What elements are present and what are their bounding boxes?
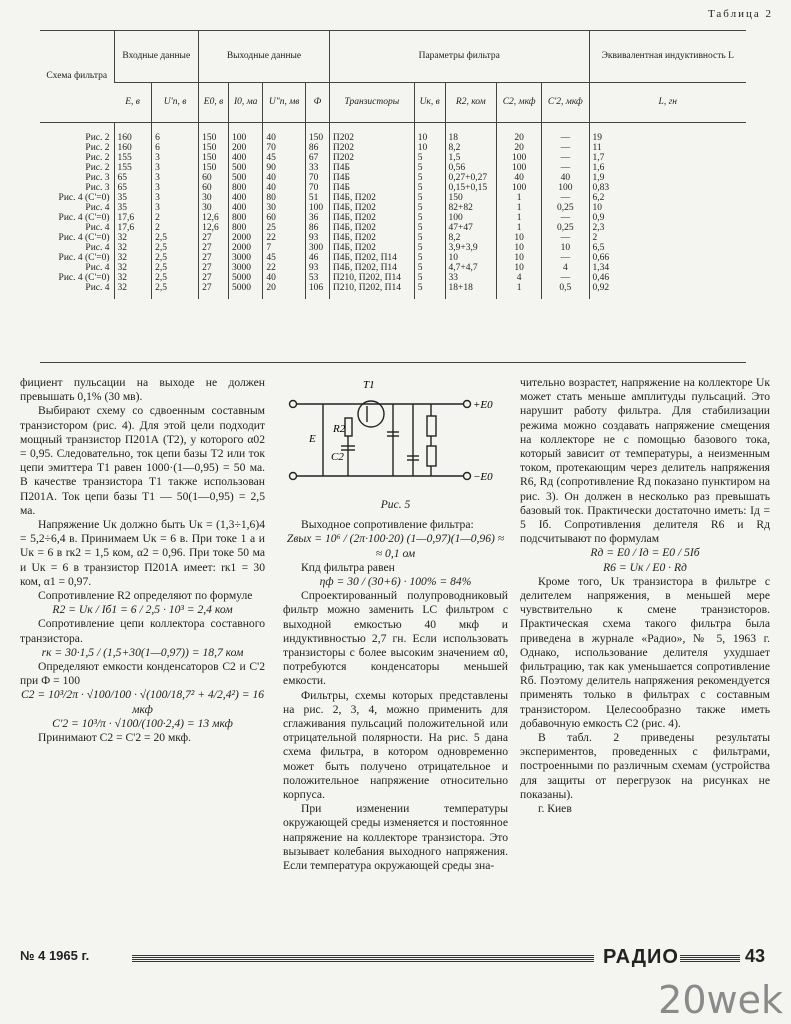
table-cell: 12,6	[199, 223, 229, 233]
table-cell: 6,5	[589, 243, 746, 253]
column-header: U'п, в	[152, 82, 199, 122]
header-params: Параметры фильтра	[329, 30, 589, 82]
paragraph: Сопротивление цепи коллектора составного транзистора.	[20, 617, 265, 645]
table-cell: 150	[445, 193, 497, 203]
table-cell: Рис. 2	[85, 152, 110, 163]
header-input: Входные данные	[114, 30, 199, 82]
table-cell: 400	[228, 153, 262, 163]
table-cell: 0,56	[445, 163, 497, 173]
table-cell: 40	[263, 183, 305, 193]
table-cell: —	[542, 153, 589, 163]
magazine-logo: РАДИО	[603, 946, 679, 968]
footer-rule-right	[680, 954, 740, 962]
table-cell: 150	[199, 122, 229, 143]
table-cell: П4Б, П202	[329, 243, 414, 253]
table-cell: —	[542, 213, 589, 223]
table-cell: 155	[114, 153, 152, 163]
table-cell: Рис. 2	[85, 132, 110, 143]
table-row	[40, 143, 746, 153]
table-cell: 60	[199, 183, 229, 193]
table-cell: 40	[263, 122, 305, 143]
table-cell: 40	[497, 173, 542, 183]
table-cell: 1	[497, 213, 542, 223]
table-cell: 70	[263, 143, 305, 153]
table-cell: 10	[445, 253, 497, 263]
table-cell: Рис. 4 (C'=0)	[58, 252, 110, 263]
table-cell: 1	[497, 203, 542, 213]
table-cell: 86	[305, 223, 329, 233]
table-cell: 2000	[228, 233, 262, 243]
table-cell: 5	[414, 243, 445, 253]
table-cell: Рис. 4 (C'=0)	[58, 192, 110, 203]
formula-r6: R6 = Uк / E0 · Rд	[603, 560, 687, 574]
table-cell: 3000	[228, 263, 262, 273]
table-cell: 35	[114, 203, 152, 213]
table-cell: П4Б, П202	[329, 233, 414, 243]
table-cell: П4Б	[329, 183, 414, 193]
table-cell: 65	[114, 183, 152, 193]
table-cell: 19	[589, 122, 746, 143]
table-cell: —	[542, 193, 589, 203]
table-cell: 5	[414, 233, 445, 243]
table-row	[40, 122, 746, 143]
paragraph: Напряжение Uк должно быть Uк = (1,3÷1,6)4 = 5,2÷6,4 в. Принимаем Uк = 6 в. При токе 1 а и Uк = 6 в rк2 = 1,5 ком, α2 = 0,96. При токе 50 ма и Uк = 6 в транзистор П201А имеет: rк1 = 30 ком, α1 = 0,97.	[20, 518, 265, 588]
table-cell: 27	[199, 263, 229, 273]
table-cell: 0,15+0,15	[445, 183, 497, 193]
table-cell: Рис. 3	[85, 172, 110, 183]
figure-caption: Рис. 5	[380, 498, 411, 511]
table-cell: 0,25	[542, 223, 589, 233]
table-cell: 22	[263, 233, 305, 243]
table-cell: 800	[228, 213, 262, 223]
table-cell: 2,5	[152, 263, 199, 273]
table-cell: 3	[152, 153, 199, 163]
watermark: 20wek	[658, 978, 783, 1022]
table-cell: 45	[263, 253, 305, 263]
paragraph: Выходное сопротивление фильтра:	[301, 518, 474, 532]
table-cell: 3000	[228, 253, 262, 263]
table-cell: 27	[199, 233, 229, 243]
paragraph: Кпд фильтра равен	[301, 560, 395, 574]
table-cell: 67	[305, 153, 329, 163]
table-cell: 45	[263, 153, 305, 163]
column-header: I0, ма	[228, 82, 262, 122]
table-cell: 5	[414, 253, 445, 263]
column-header: R2, ком	[445, 82, 497, 122]
label-r2: R2	[333, 423, 346, 435]
column-header: Транзисторы	[329, 82, 414, 122]
table-cell: 5	[414, 203, 445, 213]
table-cell: 3,9+3,9	[445, 243, 497, 253]
table-cell: 155	[114, 163, 152, 173]
table-cell: 100	[445, 213, 497, 223]
paragraph: Сопротивление R2 определяют по формуле	[38, 589, 253, 603]
table-cell: —	[542, 273, 589, 283]
table-cell: П4Б	[329, 163, 414, 173]
table-cell: 10	[589, 203, 746, 213]
parameters-table	[40, 30, 746, 299]
table-cell: 1,6	[589, 163, 746, 173]
formula-rd: Rд = E0 / Iд = E0 / 5Iб	[590, 546, 700, 560]
table-cell: 5	[414, 163, 445, 173]
table-row	[40, 283, 746, 299]
table-cell: —	[542, 143, 589, 153]
table-cell: 7	[263, 243, 305, 253]
header-scheme: Схема фильтра	[40, 30, 114, 122]
table-cell: 5	[414, 273, 445, 283]
table-cell: 150	[305, 122, 329, 143]
formula-r2: R2 = Uк / Iб1 = 6 / 2,5 · 10³ = 2,4 ком	[52, 603, 233, 617]
column-header: U"п, мв	[263, 82, 305, 122]
table-cell: 40	[263, 173, 305, 183]
table-cell: 10	[414, 143, 445, 153]
table-cell: 53	[305, 273, 329, 283]
circuit-diagram-fig5	[283, 376, 508, 496]
table-cell: 3	[152, 173, 199, 183]
table-cell: Рис. 4	[85, 242, 110, 253]
paragraph: Выбирают схему со сдвоенным составным транзистором (рис. 4). Для этой цели подходит мощный транзистор П201А (T2), у которого α02 = 0,95. Следовательно, ток цепи базы T2 или ток цепи эмиттера T1 равен 1000·(1—0,95) = 50 ма. В качестве транзистора T1 также использован П201А. Ток цепи базы T1 — 50(1—0,95) = 2,5 ма.	[20, 404, 265, 517]
table-cell: 200	[228, 143, 262, 153]
table-cell: 2,5	[152, 253, 199, 263]
table-cell: —	[542, 163, 589, 173]
table-cell: 3	[152, 203, 199, 213]
table-cell: П4Б, П202	[329, 193, 414, 203]
column-header: C'2, мкф	[542, 82, 589, 122]
table-cell: П4Б	[329, 173, 414, 183]
page-footer	[20, 948, 773, 968]
table-cell: 5000	[228, 283, 262, 299]
table-cell: 2	[152, 213, 199, 223]
table-cell: 1	[497, 223, 542, 233]
table-cell: Рис. 4 (C'=0)	[58, 232, 110, 243]
table-row	[40, 243, 746, 253]
table-cell: 2000	[228, 243, 262, 253]
table-row	[40, 173, 746, 183]
table-cell: 4	[542, 263, 589, 273]
table-bottom-rule	[40, 362, 746, 363]
table-cell: 500	[228, 163, 262, 173]
table-row	[40, 223, 746, 233]
table-cell: П4Б, П202	[329, 223, 414, 233]
table-cell: —	[542, 253, 589, 263]
table-cell: 0,27+0,27	[445, 173, 497, 183]
table-cell: 100	[497, 153, 542, 163]
table-cell: 82+82	[445, 203, 497, 213]
table-cell: 10	[542, 243, 589, 253]
table-cell: 60	[263, 213, 305, 223]
table-cell: 17,6	[114, 213, 152, 223]
table-cell: 8,2	[445, 233, 497, 243]
table-cell: 2,5	[152, 283, 199, 299]
table-cell: Рис. 2	[85, 162, 110, 173]
table-cell: 30	[199, 193, 229, 203]
table-cell: 33	[445, 273, 497, 283]
table-cell: 0,5	[542, 283, 589, 299]
table-cell: 93	[305, 233, 329, 243]
column-1	[20, 376, 265, 745]
table-cell: 80	[263, 193, 305, 203]
table-cell: —	[542, 233, 589, 243]
formula-zout: Zвых = 10⁶ / (2π·100·20) (1—0,97)(1—0,96) ≈ ≈ 0,1 ом	[286, 532, 505, 560]
paragraph: При изменении температуры окружающей среды изменяется и постоянное напряжение на коллекторе транзистора. Это вызывает колебания выходного напряжения. Если температура окружающей среды зна-	[283, 802, 508, 873]
table-cell: 400	[228, 193, 262, 203]
table-cell: 30	[199, 203, 229, 213]
table-cell: 100	[228, 122, 262, 143]
table-cell: 5	[414, 173, 445, 183]
table-cell: 27	[199, 273, 229, 283]
column-2	[283, 376, 508, 873]
table-cell: Рис. 4	[85, 222, 110, 233]
table-cell: 1	[497, 283, 542, 299]
table-cell: П4Б, П202, П14	[329, 253, 414, 263]
table-cell: Рис. 4	[85, 282, 110, 293]
table-cell: 500	[228, 173, 262, 183]
table-cell: П210, П202, П14	[329, 273, 414, 283]
table-cell: 2,5	[152, 233, 199, 243]
table-cell: 70	[305, 173, 329, 183]
table-cell: 20	[497, 122, 542, 143]
column-header: E, в	[114, 82, 152, 122]
column-header: C2, мкф	[497, 82, 542, 122]
table-cell: 18	[445, 122, 497, 143]
table-cell: 32	[114, 243, 152, 253]
table-cell: 46	[305, 253, 329, 263]
table-cell: П202	[329, 153, 414, 163]
table-cell: 5	[414, 283, 445, 299]
table-cell: 10	[414, 122, 445, 143]
table-cell: 3	[152, 183, 199, 193]
table-cell: 70	[305, 183, 329, 193]
table-cell: 2,5	[152, 243, 199, 253]
table-row	[40, 213, 746, 223]
header-equiv: Эквивалентная индуктивность L	[589, 30, 746, 82]
table-cell: 100	[497, 183, 542, 193]
table-cell: 3	[152, 193, 199, 203]
table-cell: 40	[263, 273, 305, 283]
table-cell: 0,92	[589, 283, 746, 299]
table-cell: 90	[263, 163, 305, 173]
table-cell: 25	[263, 223, 305, 233]
table-cell: П4Б, П202	[329, 203, 414, 213]
formula-c2-prime: C'2 = 10³/π · √100/(100·2,4) = 13 мкф	[52, 716, 233, 730]
table-cell: 0,83	[589, 183, 746, 193]
table-cell: Рис. 4 (C'=0)	[58, 272, 110, 283]
table-row	[40, 153, 746, 163]
table-cell: 150	[199, 143, 229, 153]
label-c2: C2	[331, 451, 344, 463]
page-number: 43	[744, 946, 765, 966]
table-cell: 27	[199, 283, 229, 299]
table-cell: 6	[152, 143, 199, 153]
table-cell: 5	[414, 223, 445, 233]
table-cell: 2	[589, 233, 746, 243]
table-cell: 93	[305, 263, 329, 273]
column-header: L, гн	[589, 82, 746, 122]
table-cell: 2,5	[152, 273, 199, 283]
table-row	[40, 273, 746, 283]
table-cell: 0,9	[589, 213, 746, 223]
table-cell: 18+18	[445, 283, 497, 299]
table-cell: 27	[199, 253, 229, 263]
paragraph: фициент пульсации на выходе не должен превышать 0,1% (30 мв).	[20, 376, 265, 404]
formula-rk: rк = 30·1,5 / (1,5+30(1—0,97)) = 18,7 ком	[41, 645, 244, 659]
table-cell: 400	[228, 203, 262, 213]
label-t1: T1	[363, 379, 375, 391]
table-cell: 150	[199, 153, 229, 163]
table-cell: 32	[114, 253, 152, 263]
paragraph: чительно возрастет, напряжение на коллекторе Uк может стать меньше амплитуды пульсаций. Это нарушит работу фильтра. Для стабилизации режима можно создавать напряжение смещения на коллекторе не с помощью базового тока, который зависит от температуры, а неизменным током, протекающим через делитель напряжения R6, Rд (сопротивление Rд показано пунктиром на рис. 3). Он должен в несколько раз превышать базовый ток. Практически достаточно иметь: Iд = 5 Iб. Сопротивления делителя R6 и Rд подсчитывают по формулам	[520, 376, 770, 546]
table-cell: 36	[305, 213, 329, 223]
table-cell: 800	[228, 183, 262, 193]
table-cell: 160	[114, 143, 152, 153]
table-cell: Рис. 4 (C'=0)	[58, 212, 110, 223]
table-row	[40, 233, 746, 243]
table-cell: 20	[497, 143, 542, 153]
table-row	[40, 193, 746, 203]
paragraph: Фильтры, схемы которых представлены на рис. 2, 3, 4, можно применить для сглаживания пульсаций положительной или отрицательной полярности. На рис. 5 дана схема фильтра, в котором одновременно может быть получено отрицательное и положительное напряжение относительно корпуса.	[283, 688, 508, 802]
table-cell: 32	[114, 283, 152, 299]
table-cell: 12,6	[199, 213, 229, 223]
table-cell: 1,7	[589, 153, 746, 163]
column-3	[520, 376, 770, 816]
table-cell: 4	[497, 273, 542, 283]
column-header: Uк, в	[414, 82, 445, 122]
table-cell: 6	[152, 122, 199, 143]
table-cell: 0,66	[589, 253, 746, 263]
label-minus-e0: −E0	[473, 471, 493, 483]
column-header: Ф	[305, 82, 329, 122]
table-cell: 300	[305, 243, 329, 253]
label-plus-e0: +E0	[473, 399, 493, 411]
table-cell: 10	[497, 233, 542, 243]
table-cell: 10	[497, 253, 542, 263]
table-cell: 10	[497, 263, 542, 273]
table-cell: 5	[414, 183, 445, 193]
table-cell: 60	[199, 173, 229, 183]
issue-number: № 4 1965 г.	[20, 948, 90, 963]
table-row	[40, 163, 746, 173]
paragraph: Принимают C2 = C'2 = 20 мкф.	[38, 731, 192, 745]
table-cell: 160	[114, 122, 152, 143]
table-cell: П202	[329, 122, 414, 143]
table-cell: Рис. 4	[85, 262, 110, 273]
table-row	[40, 203, 746, 213]
table-cell: 5	[414, 193, 445, 203]
table-cell: 30	[263, 203, 305, 213]
table-cell: Рис. 2	[85, 142, 110, 153]
table-cell: 2,3	[589, 223, 746, 233]
table-cell: 22	[263, 263, 305, 273]
table-cell: 32	[114, 233, 152, 243]
table-cell: 32	[114, 273, 152, 283]
table-cell: 6,2	[589, 193, 746, 203]
table-cell: 1,9	[589, 173, 746, 183]
formula-c2: C2 = 10³/2π · √100/100 · √(100/18,7² + 4/2,4²) = 16 мкф	[20, 688, 265, 716]
table-cell: Рис. 4	[85, 202, 110, 213]
table-cell: П202	[329, 143, 414, 153]
table-cell: 5	[414, 153, 445, 163]
formula-efficiency: ηф = 30 / (30+6) · 100% = 84%	[319, 575, 472, 589]
column-header: E0, в	[199, 82, 229, 122]
label-e: E	[309, 433, 316, 445]
paragraph: Определяют емкости конденсаторов C2 и C'2 при Ф = 100	[20, 660, 265, 688]
table-caption: Таблица 2	[707, 8, 773, 20]
table-cell: П4Б, П202, П14	[329, 263, 414, 273]
signature-city: г. Киев	[538, 802, 572, 816]
table-cell: 10	[497, 243, 542, 253]
table-cell: 33	[305, 163, 329, 173]
table-cell: 5	[414, 263, 445, 273]
table-cell: 40	[542, 173, 589, 183]
table-cell: 5	[414, 213, 445, 223]
table-cell: П4Б, П202	[329, 213, 414, 223]
table-cell: 800	[228, 223, 262, 233]
table-cell: 32	[114, 263, 152, 273]
table-cell: 1	[497, 193, 542, 203]
table-cell: 35	[114, 193, 152, 203]
table-cell: 5000	[228, 273, 262, 283]
table-row	[40, 253, 746, 263]
table-cell: 100	[542, 183, 589, 193]
table-cell: 150	[199, 163, 229, 173]
paragraph: Кроме того, Uк транзистора в фильтре с делителем напряжения, в меньшей мере чувствительно к смене транзисторов. Практическая схема такого фильтра была приведена в журнале «Радио», № 5, 1963 г. Однако, использование делителя ухудшает фильтрацию, так как уменьшается сопротивление Rб. Поэтому делитель напряжения рекомендуется применять только в фильтрах с составным транзистором. Целесообразно также иметь добавочную емкость C2 (рис. 4).	[520, 574, 770, 730]
table-cell: 0,46	[589, 273, 746, 283]
table-cell: 100	[305, 203, 329, 213]
table-cell: 2	[152, 223, 199, 233]
paragraph: Спроектированный полупроводниковый фильтр можно заменить LC фильтром с выходной емкостью 40 мкф и индуктивностью 2,7 гн. Если использовать транзисторы с более высоким значением α0, потребуются конденсаторы меньшей емкости.	[283, 589, 508, 688]
table-cell: 8,2	[445, 143, 497, 153]
table-cell: 0,25	[542, 203, 589, 213]
header-output: Выходные данные	[199, 30, 330, 82]
table-cell: 27	[199, 243, 229, 253]
table-cell: —	[542, 122, 589, 143]
table-cell: 1,5	[445, 153, 497, 163]
table-cell: П210, П202, П14	[329, 283, 414, 299]
table-cell: 65	[114, 173, 152, 183]
table-cell: 86	[305, 143, 329, 153]
table-cell: 100	[497, 163, 542, 173]
paragraph: В табл. 2 приведены результаты экспериментов, проведенных с фильтрами, построенными по различным схемам (устройства для защиты от перегрузок на рисунках не показаны).	[520, 731, 770, 801]
table-cell: 20	[263, 283, 305, 299]
table-cell: 4,7+4,7	[445, 263, 497, 273]
table-cell: 106	[305, 283, 329, 299]
table-row	[40, 183, 746, 193]
table-row	[40, 263, 746, 273]
table-cell: 3	[152, 163, 199, 173]
table-cell: 17,6	[114, 223, 152, 233]
table-cell: 51	[305, 193, 329, 203]
table-cell: Рис. 3	[85, 182, 110, 193]
footer-rule-left	[132, 954, 594, 962]
table-cell: 47+47	[445, 223, 497, 233]
table-cell: 11	[589, 143, 746, 153]
table-cell: 1,34	[589, 263, 746, 273]
